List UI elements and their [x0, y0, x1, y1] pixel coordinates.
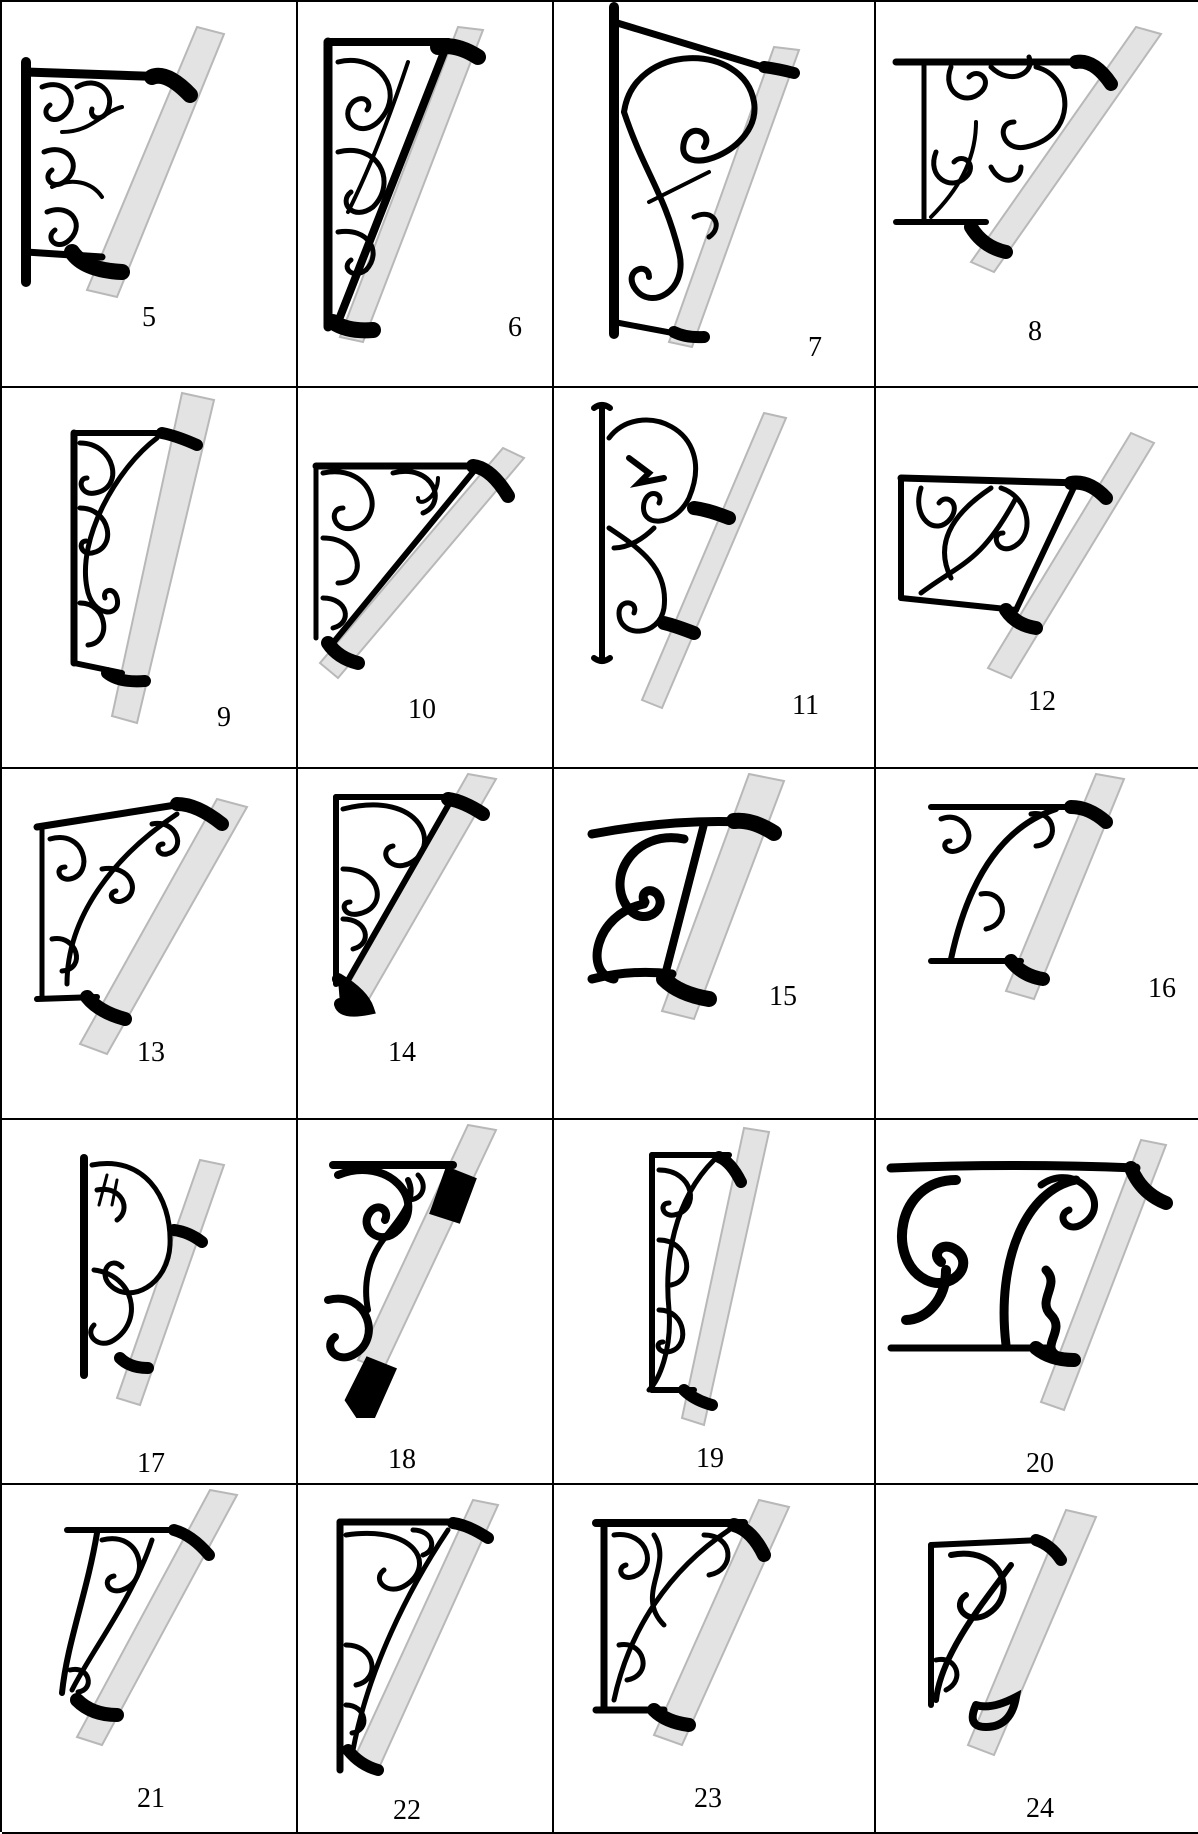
bracket-cell-8 — [876, 2, 1198, 388]
bracket-cell-23 — [554, 1485, 876, 1834]
bracket-number: 17 — [137, 1448, 165, 1479]
wrought-iron-bracket-icon — [876, 1120, 1198, 1483]
bracket-cell-14 — [298, 769, 554, 1120]
wrought-iron-bracket-icon — [554, 2, 874, 386]
bracket-cell-24 — [876, 1485, 1198, 1834]
wrought-iron-bracket-icon — [2, 1120, 296, 1483]
bracket-number: 11 — [792, 690, 819, 721]
bracket-cell-5 — [2, 2, 298, 388]
wrought-iron-bracket-icon — [876, 1485, 1198, 1832]
bracket-cell-19 — [554, 1120, 876, 1485]
bracket-cell-12 — [876, 388, 1198, 769]
bracket-cell-11 — [554, 388, 876, 769]
wrought-iron-bracket-icon — [554, 1120, 874, 1483]
wrought-iron-bracket-icon — [2, 388, 296, 767]
wrought-iron-bracket-icon — [298, 1120, 552, 1483]
wrought-iron-bracket-icon — [554, 388, 874, 767]
bracket-cell-21 — [2, 1485, 298, 1834]
bracket-number: 13 — [137, 1037, 165, 1068]
bracket-number: 9 — [217, 702, 231, 733]
bracket-number: 24 — [1026, 1793, 1054, 1824]
wrought-iron-bracket-icon — [554, 1485, 874, 1832]
bracket-number: 16 — [1148, 973, 1176, 1004]
wrought-iron-bracket-icon — [298, 1485, 552, 1832]
bracket-number: 8 — [1028, 316, 1042, 347]
wrought-iron-bracket-icon — [2, 1485, 296, 1832]
bracket-cell-17 — [2, 1120, 298, 1485]
bracket-number: 20 — [1026, 1448, 1054, 1479]
bracket-cell-16 — [876, 769, 1198, 1120]
bracket-number: 19 — [696, 1443, 724, 1474]
bracket-number: 15 — [769, 981, 797, 1012]
bracket-number: 12 — [1028, 686, 1056, 717]
bracket-number: 21 — [137, 1783, 165, 1814]
wrought-iron-bracket-icon — [554, 769, 874, 1118]
wrought-iron-bracket-icon — [876, 769, 1198, 1118]
bracket-number: 14 — [388, 1037, 416, 1068]
bracket-cell-9 — [2, 388, 298, 769]
bracket-number: 22 — [393, 1795, 421, 1826]
wrought-iron-bracket-icon — [298, 769, 552, 1118]
bracket-cell-22 — [298, 1485, 554, 1834]
bracket-number: 23 — [694, 1783, 722, 1814]
bracket-number: 6 — [508, 312, 522, 343]
bracket-cell-15 — [554, 769, 876, 1120]
bracket-cell-20 — [876, 1120, 1198, 1485]
bracket-cell-10 — [298, 388, 554, 769]
bracket-number: 18 — [388, 1444, 416, 1475]
bracket-cell-13 — [2, 769, 298, 1120]
bracket-number: 10 — [408, 694, 436, 725]
bracket-cell-6 — [298, 2, 554, 388]
bracket-cell-7 — [554, 2, 876, 388]
bracket-cell-18 — [298, 1120, 554, 1485]
bracket-number: 7 — [808, 332, 822, 363]
bracket-number: 5 — [142, 302, 156, 333]
